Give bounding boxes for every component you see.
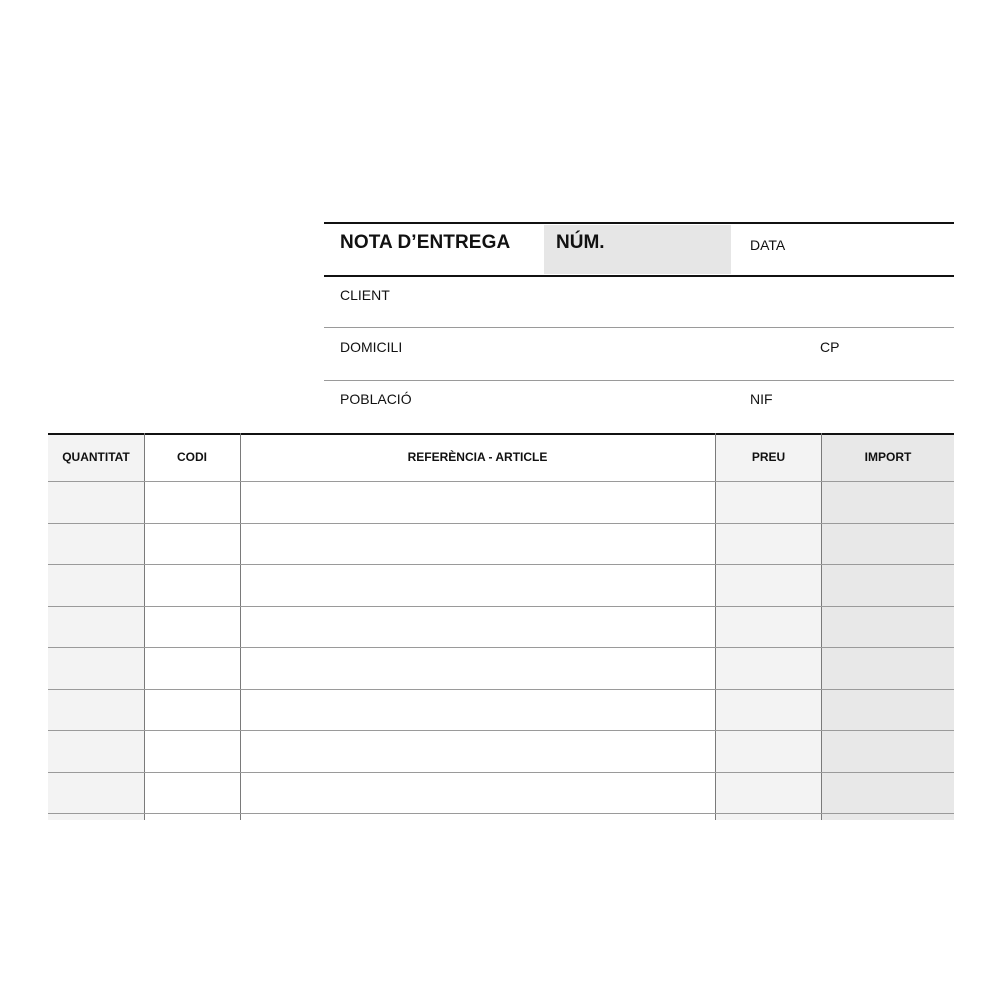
table-cell-quantitat[interactable]: [48, 690, 144, 730]
table-cell-import[interactable]: [822, 773, 954, 813]
column-header-codi: CODI: [177, 450, 207, 464]
table-cell-preu[interactable]: [715, 482, 822, 522]
table-cell-codi[interactable]: [144, 773, 240, 813]
table-cell-preu[interactable]: [715, 524, 822, 564]
table-cell-codi[interactable]: [144, 814, 240, 820]
table-cell-referencia[interactable]: [240, 648, 715, 688]
table-cell-codi[interactable]: [144, 524, 240, 564]
poblacio-label: POBLACIÓ: [340, 391, 412, 407]
date-field[interactable]: [794, 237, 804, 253]
number-label: NÚM.: [556, 232, 605, 253]
document-title: NOTA D’ENTREGA: [340, 232, 511, 253]
table-cell-import[interactable]: [822, 482, 954, 522]
column-header-preu: PREU: [751, 450, 786, 464]
table-cell-quantitat[interactable]: [48, 524, 144, 564]
table-cell-quantitat[interactable]: [48, 607, 144, 647]
table-top-rule: [48, 433, 954, 435]
table-cell-preu[interactable]: [715, 731, 822, 771]
date-label: DATA: [750, 237, 786, 253]
table-cell-import[interactable]: [822, 814, 954, 820]
table-cell-codi[interactable]: [144, 648, 240, 688]
table-cell-preu[interactable]: [715, 607, 822, 647]
table-cell-referencia[interactable]: [240, 731, 715, 771]
nif-label: NIF: [750, 391, 773, 407]
table-cell-quantitat[interactable]: [48, 565, 144, 605]
column-header-quantitat: QUANTITAT: [62, 450, 130, 464]
table-cell-codi[interactable]: [144, 607, 240, 647]
delivery-note-header: [324, 222, 954, 433]
number-field[interactable]: [604, 237, 614, 253]
domicili-label: DOMICILI: [340, 339, 403, 355]
client-field[interactable]: [404, 287, 414, 303]
poblacio-field[interactable]: [420, 391, 430, 407]
table-cell-referencia[interactable]: [240, 565, 715, 605]
table-cell-import[interactable]: [822, 648, 954, 688]
table-cell-quantitat[interactable]: [48, 814, 144, 820]
table-cell-preu[interactable]: [715, 814, 822, 820]
table-cell-preu[interactable]: [715, 565, 822, 605]
header-top-rule: [324, 222, 954, 224]
table-cell-preu[interactable]: [715, 648, 822, 688]
client-rule: [324, 327, 954, 328]
table-cell-codi[interactable]: [144, 690, 240, 730]
table-cell-referencia[interactable]: [240, 607, 715, 647]
table-cell-quantitat[interactable]: [48, 773, 144, 813]
table-cell-codi[interactable]: [144, 482, 240, 522]
nif-field[interactable]: [780, 391, 790, 407]
table-cell-preu[interactable]: [715, 773, 822, 813]
header-divider: [324, 275, 954, 277]
table-cell-import[interactable]: [822, 524, 954, 564]
table-cell-referencia[interactable]: [240, 482, 715, 522]
table-cell-import[interactable]: [822, 607, 954, 647]
table-cell-referencia[interactable]: [240, 690, 715, 730]
table-cell-referencia[interactable]: [240, 524, 715, 564]
client-label: CLIENT: [340, 287, 390, 303]
column-header-referencia: REFERÈNCIA - ARTICLE: [407, 450, 548, 464]
items-table: [48, 433, 954, 820]
table-cell-import[interactable]: [822, 690, 954, 730]
table-cell-quantitat[interactable]: [48, 648, 144, 688]
table-cell-codi[interactable]: [144, 565, 240, 605]
table-cell-codi[interactable]: [144, 731, 240, 771]
table-cell-preu[interactable]: [715, 690, 822, 730]
cp-field[interactable]: [849, 339, 859, 355]
table-cell-quantitat[interactable]: [48, 731, 144, 771]
table-cell-referencia[interactable]: [240, 814, 715, 820]
table-cell-import[interactable]: [822, 565, 954, 605]
table-cell-referencia[interactable]: [240, 773, 715, 813]
domicili-rule: [324, 380, 954, 381]
column-header-import: IMPORT: [864, 450, 912, 464]
table-cell-quantitat[interactable]: [48, 482, 144, 522]
table-cell-import[interactable]: [822, 731, 954, 771]
domicili-field[interactable]: [416, 339, 426, 355]
cp-label: CP: [820, 339, 840, 355]
